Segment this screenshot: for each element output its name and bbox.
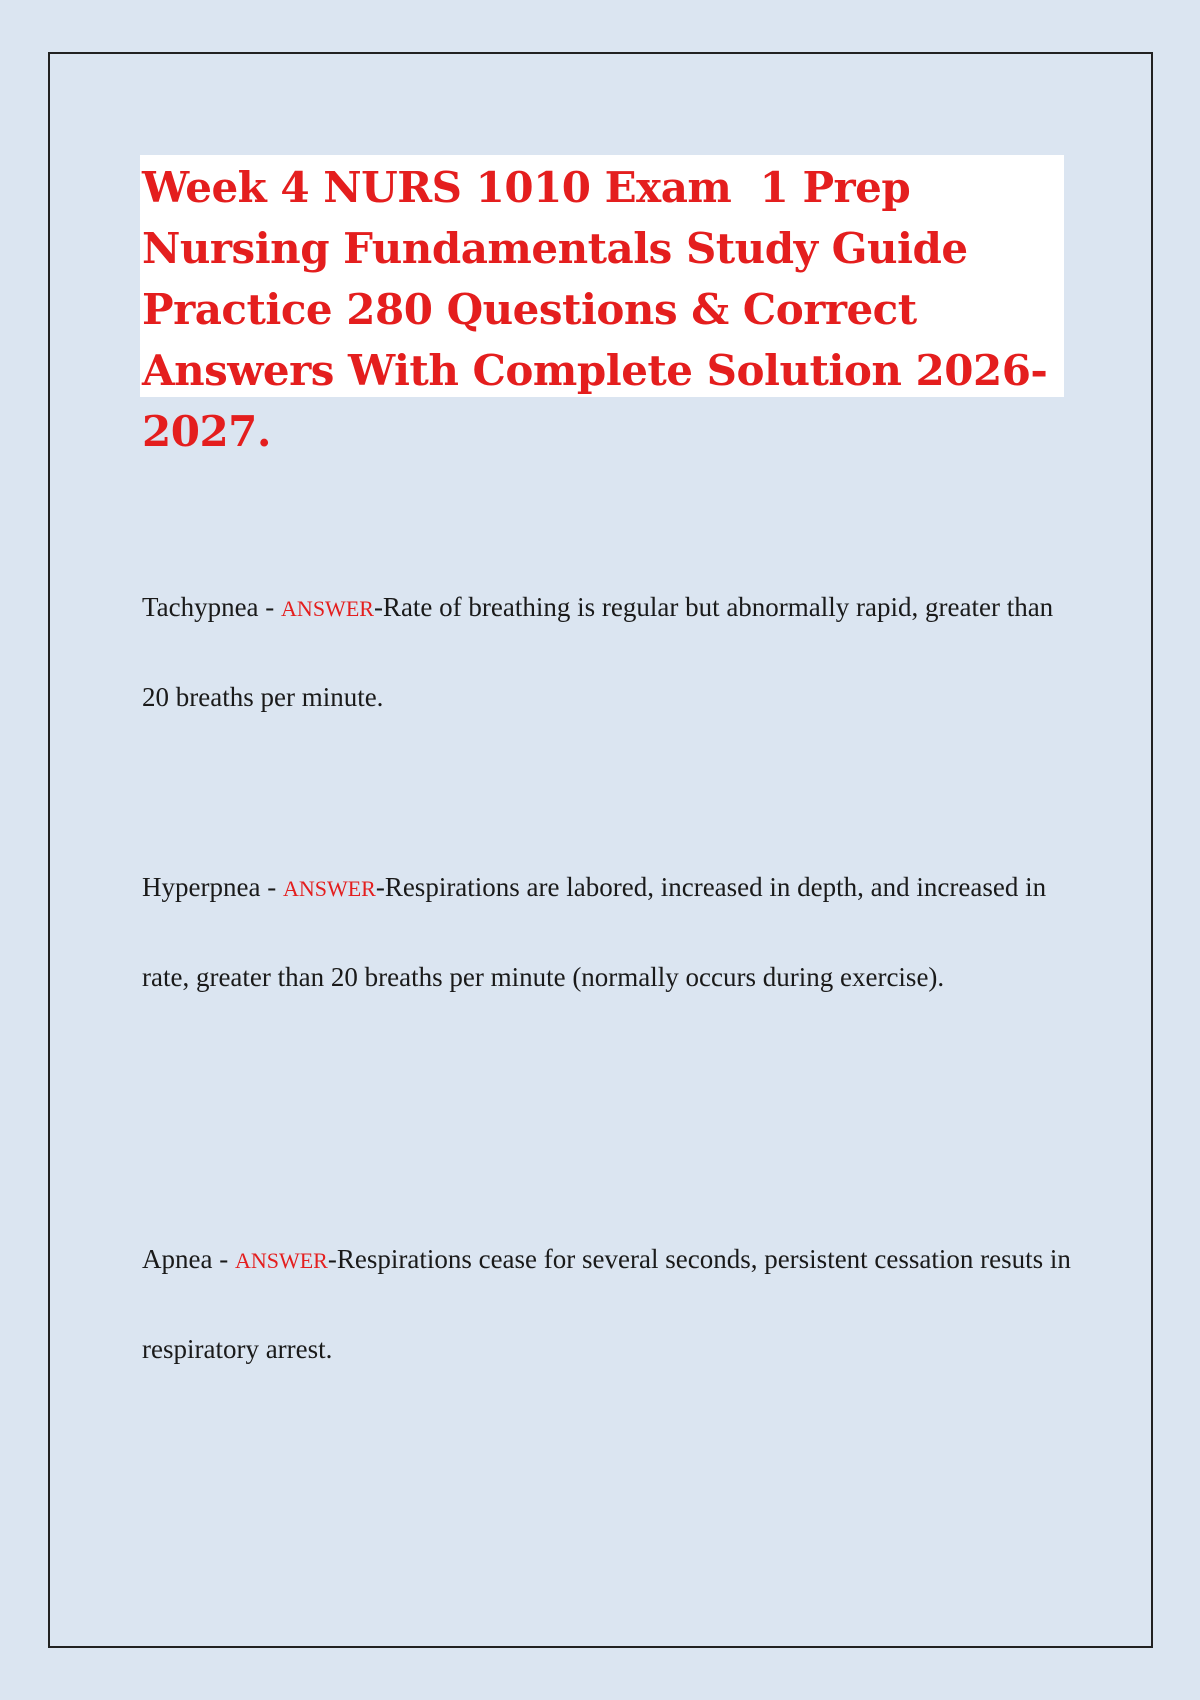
qa-entry-hyperpnea [142, 843, 1082, 1022]
definition-text: -Rate of breathing is regular but abnormally rapid, greater than 20 breaths per minute. [142, 592, 1054, 712]
term-label: Apnea - [142, 1244, 235, 1274]
answer-label: ANSWER [282, 876, 376, 901]
definition-text: -Respirations are labored, increased in depth, and increased in rate, greater than 20 breaths per minute (normally occurs during exercise). [142, 872, 1047, 992]
definition-text: -Respirations cease for several seconds, persistent cessation resuts in respiratory arrest. [142, 1244, 1071, 1364]
qa-entry-apnea [142, 1215, 1082, 1394]
term-label: Hyperpnea - [142, 872, 283, 902]
qa-entry-tachypnea [142, 563, 1082, 742]
title-box [140, 155, 1064, 456]
answer-label: ANSWER [234, 1248, 328, 1273]
document-title: Week 4 NURS 1010 Exam 1 Prep Nursing Fundamentals Study Guide Practice 280 Questions & Correct Answers With Complete Solution 2026-2027. [142, 163, 1048, 456]
answer-label: ANSWER [281, 596, 374, 621]
term-label: Tachypnea - [142, 592, 282, 622]
